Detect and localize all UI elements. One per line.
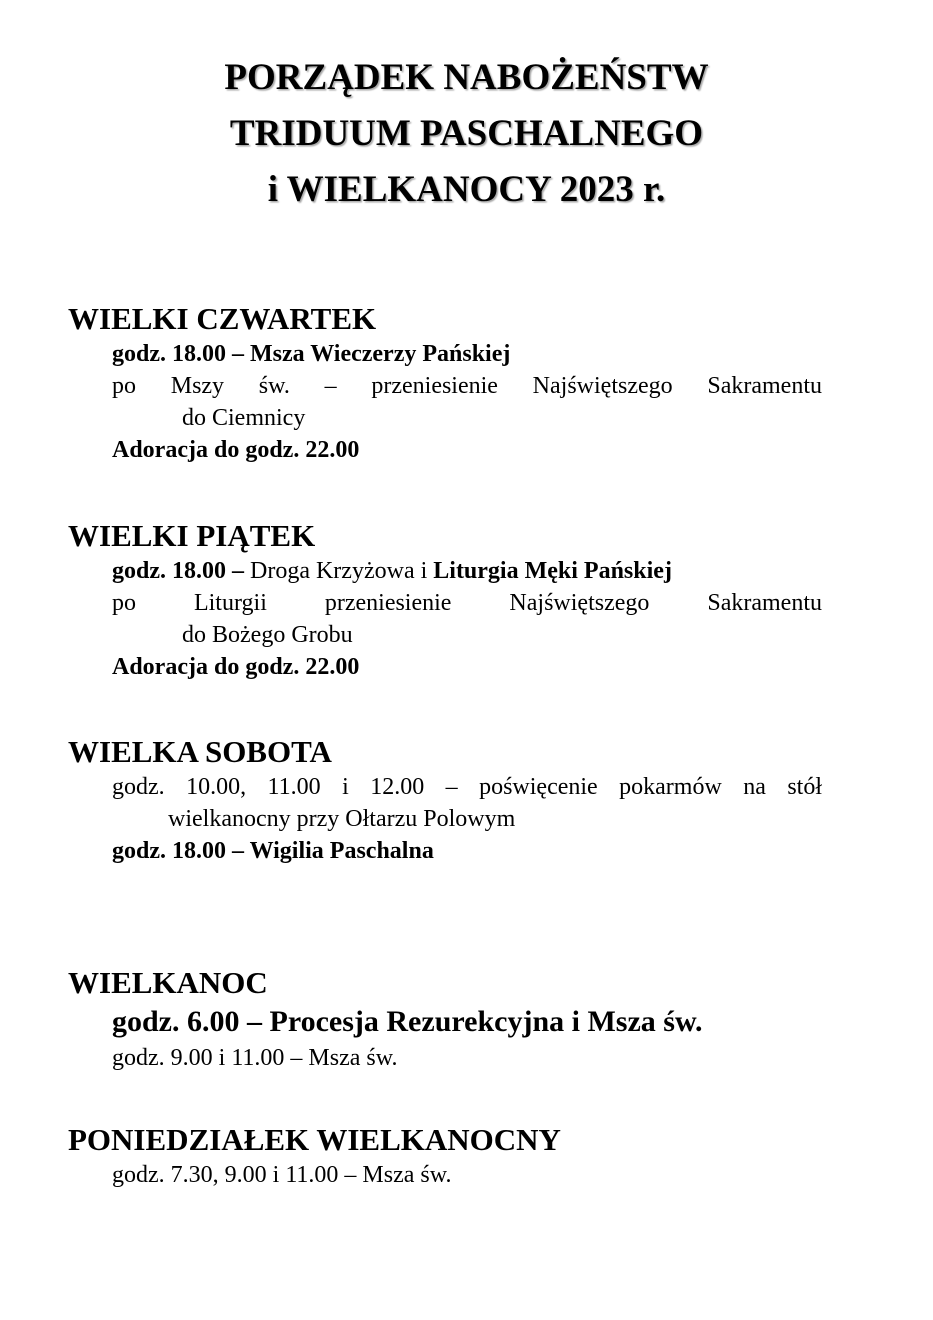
liturgy-line bbox=[112, 555, 822, 587]
mass-times-line: godz. 7.30, 9.00 i 11.00 – Msza św. bbox=[112, 1162, 452, 1188]
section-heading: WIELKA SOBOTA bbox=[68, 734, 332, 769]
mass-times-line: godz. 9.00 i 11.00 – Msza św. bbox=[112, 1045, 398, 1071]
mass-line: godz. 18.00 – Msza Wieczerzy Pańskiej bbox=[112, 341, 511, 367]
section-heading: WIELKI CZWARTEK bbox=[68, 301, 377, 336]
vigil-line: godz. 18.00 – Wigilia Paschalna bbox=[112, 838, 434, 864]
section-wielki-czwartek bbox=[68, 300, 822, 466]
section-wielkanoc bbox=[68, 964, 822, 1074]
section-wielka-sobota bbox=[68, 733, 822, 867]
title-line-1: PORZĄDEK NABOŻEŃSTW bbox=[224, 57, 709, 98]
procession-line: godz. 6.00 – Procesja Rezurekcyjna i Msza św. bbox=[112, 1005, 703, 1038]
section-poniedzialek-wielkanocny bbox=[68, 1121, 822, 1191]
document-title bbox=[0, 50, 933, 218]
way-of-cross: Droga Krzyżowa i bbox=[250, 558, 428, 584]
section-heading: PONIEDZIAŁEK WIELKANOCNY bbox=[68, 1122, 561, 1157]
transfer-line: po Liturgii przeniesienie Najświętszego Sakramentu bbox=[112, 590, 822, 616]
title-line-2: TRIDUUM PASCHALNEGO bbox=[229, 113, 704, 154]
liturgy-name: Liturgia Męki Pańskiej bbox=[433, 558, 672, 584]
blessing-line-continuation: wielkanocny przy Ołtarzu Polowym bbox=[168, 806, 516, 832]
section-heading: WIELKI PIĄTEK bbox=[68, 518, 316, 553]
transfer-line-continuation: do Ciemnicy bbox=[182, 405, 306, 431]
adoration-line: Adoracja do godz. 22.00 bbox=[112, 654, 360, 680]
section-wielki-piatek bbox=[68, 517, 822, 683]
section-heading: WIELKANOC bbox=[68, 965, 268, 1000]
title-line-3: i WIELKANOCY 2023 r. bbox=[267, 169, 666, 210]
blessing-line: godz. 10.00, 11.00 i 12.00 – poświęcenie pokarmów na stół bbox=[112, 774, 822, 800]
transfer-line: po Mszy św. – przeniesienie Najświętszego Sakramentu bbox=[112, 373, 822, 399]
adoration-line: Adoracja do godz. 22.00 bbox=[112, 437, 360, 463]
liturgy-time: godz. 18.00 – bbox=[112, 558, 244, 584]
transfer-line-continuation: do Bożego Grobu bbox=[182, 622, 353, 648]
